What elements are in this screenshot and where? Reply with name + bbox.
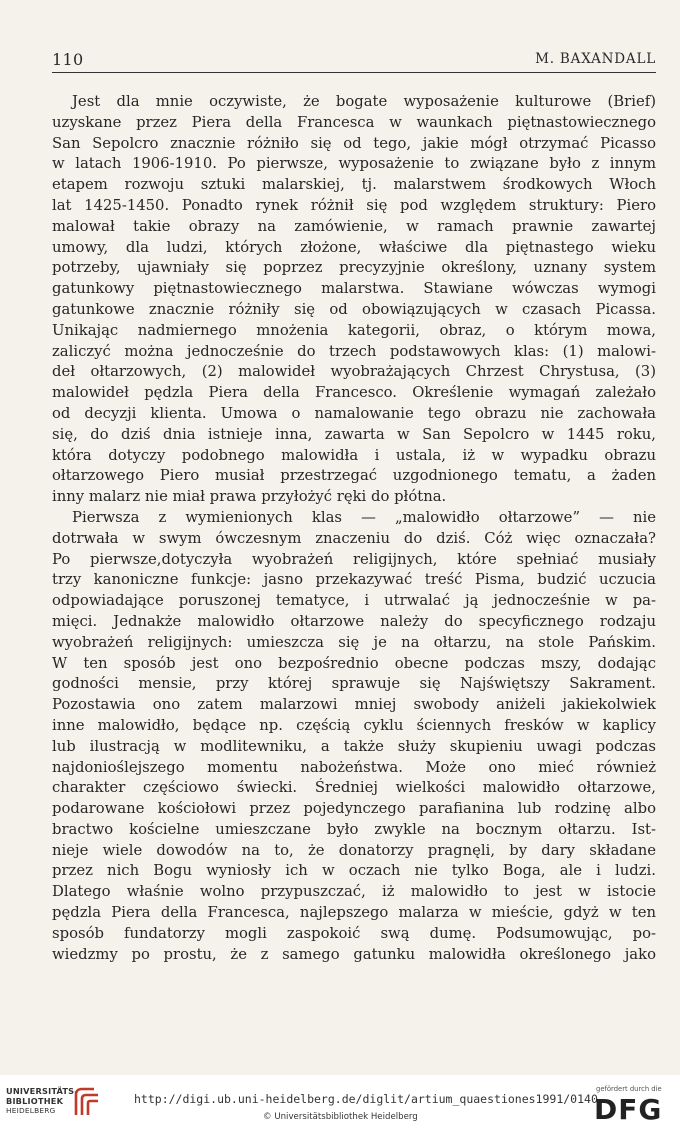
text-line: sposób fundatorzy mogli zaspokoić swą dumę. Podsumowując, po- [52,924,656,942]
text-line: godności mensie, przy której sprawuje się Najświętszy Sakrament. [52,675,656,693]
text-line: bractwo kościelne umieszczane było zwykle na bocznym ołtarzu. Ist- [52,820,656,838]
page-number: 110 [52,50,84,69]
text-line: wyobrażeń religijnych: umieszcza się je na ołtarzu, na stole Pańskim. [52,633,656,651]
library-logo[interactable] [6,1085,126,1125]
library-name-line: HEIDELBERG [6,1106,56,1116]
text-line: Pozostawia ono zatem malarzowi mniej swobody aniżeli jakiekolwiek [52,696,656,714]
text-line: przez nich Bogu wyniosły ich w oczach nie tylko Boga, ale i ludzi. [52,862,656,880]
paragraph-2 [52,508,656,966]
text-line: zaliczyć można jednocześnie do trzech podstawowych klas: (1) malowi- [52,342,656,360]
text-line: gatunkowe znacznie różniły się od obowiązujących w czasach Picassa. [52,300,656,318]
text-line: W ten sposób jest ono bezpośrednio obecne podczas mszy, dodając [52,654,656,672]
text-line: uzyskane przez Piera della Francesca w waunkach piętnastowiecznego [52,113,656,131]
text-line: od decyzji klienta. Umowa o namalowanie tego obrazu nie zachowała [52,404,656,422]
library-name-line: BIBLIOTHEK [6,1095,64,1106]
text-line: się, do dziś dnia istnieje inna, zawarta w San Sepolcro w 1445 roku, [52,425,656,443]
page-header [52,50,656,73]
text-line: lub ilustracją w modlitewniku, a także służy skupieniu uwagi podczas [52,737,656,755]
text-line: inne malowidło, będące np. częścią cyklu ściennych fresków w kaplicy [52,716,656,734]
source-url-link[interactable]: http://digi.ub.uni-heidelberg.de/diglit/artium_quaestiones1991/0140 [134,1092,598,1106]
text-line: charakter częściowo świecki. Średniej wielkości malowidło ołtarzowe, [52,779,656,797]
text-line: ołtarzowego Piero musiał przestrzegać uzgodnionego tematu, a żaden [52,467,656,485]
text-line: nieje wiele dowodów na to, że donatorzy pragnęli, by dary składane [52,841,656,859]
dfg-wordmark: DFG [594,1093,663,1126]
paragraph-1 [52,92,656,508]
copyright-notice: © Universitätsbibliothek Heidelberg [263,1112,418,1122]
text-line: inny malarz nie miał prawa przyłożyć ręki do płótna. [52,488,447,506]
text-line: umowy, dla ludzi, których złożone, właściwe dla piętnastego wieku [52,238,656,256]
text-line: malowideł pędzla Piera della Francesco. Określenie wymagań zależało [52,384,656,402]
running-head: M. BAXANDALL [535,51,656,67]
text-line: najdonioślejszego momentu nabożeństwa. Może ono mieć również [52,758,656,776]
text-line: wiedzmy po prostu, że z samego gatunku malowidła określonego jako [52,945,656,963]
text-line: gatunkowy piętnastowiecznego malarstwa. Stawiane wówczas wymogi [52,280,656,298]
text-line: w latach 1906-1910. Po pierwsze, wyposażenie to związane było z innym [52,155,656,173]
digitization-footer [0,1075,680,1129]
library-name-line: UNIVERSITÄTS- [6,1086,78,1096]
text-line: malował takie obrazy na zamówienie, w ramach prawnie zawartej [52,217,656,235]
text-line: podarowane kościołowi przez pojedynczego parafianina lub rodzinę albo [52,800,656,818]
text-line: San Sepolcro znacznie różniło się od tego, jakie mógł otrzymać Picasso [52,134,656,152]
text-line: etapem rozwoju sztuki malarskiej, tj. malarstwem środkowych Włoch [52,176,656,194]
text-line: Pierwsza z wymienionych klas — „malowidło ołtarzowe” — nie [72,508,656,526]
funding-label: gefördert durch die [596,1085,662,1093]
text-line: potrzeby, ujawniały się poprzez precyzyjnie określony, uznany system [52,259,656,277]
text-line: Jest dla mnie oczywiste, że bogate wyposażenie kulturowe (Brief) [72,93,656,110]
dfg-logo[interactable] [594,1081,674,1125]
text-line: Unikając nadmiernego mnożenia kategorii, obraz, o którym mowa, [52,321,656,339]
text-line: pędzla Piera della Francesca, najlepszego malarza w mieście, gdyż w ten [52,904,656,922]
text-line: dotrwała w swym ówczesnym znaczeniu do dziś. Cóż więc oznaczała? [52,529,656,547]
text-line: Dlatego właśnie wolno przypuszczać, iż malowidło to jest w istocie [52,883,656,901]
text-line: odpowiadające poruszonej tematyce, i utrwalać ją jednocześnie w pa- [52,592,656,610]
text-line: Po pierwsze,dotyczyła wyobrażeń religijnych, które spełniać musiały [52,550,656,568]
text-line: deł ołtarzowych, (2) malowideł wyobrażających Chrzest Chrystusa, (3) [52,363,656,381]
text-line: trzy kanoniczne funkcje: jasno przekazywać treść Pisma, budzić uczucia [52,571,656,589]
body-text [52,92,656,965]
text-line: lat 1425-1450. Ponadto rynek różnił się pod względem struktury: Piero [52,196,656,214]
text-line: mięci. Jednakże malowidło ołtarzowe należy do specyficznego rodzaju [52,612,656,630]
library-name [6,1087,78,1116]
text-line: która dotyczy podobnego malowidła i ustala, iż w wypadku obrazu [52,446,656,464]
library-emblem-icon [72,1085,102,1119]
